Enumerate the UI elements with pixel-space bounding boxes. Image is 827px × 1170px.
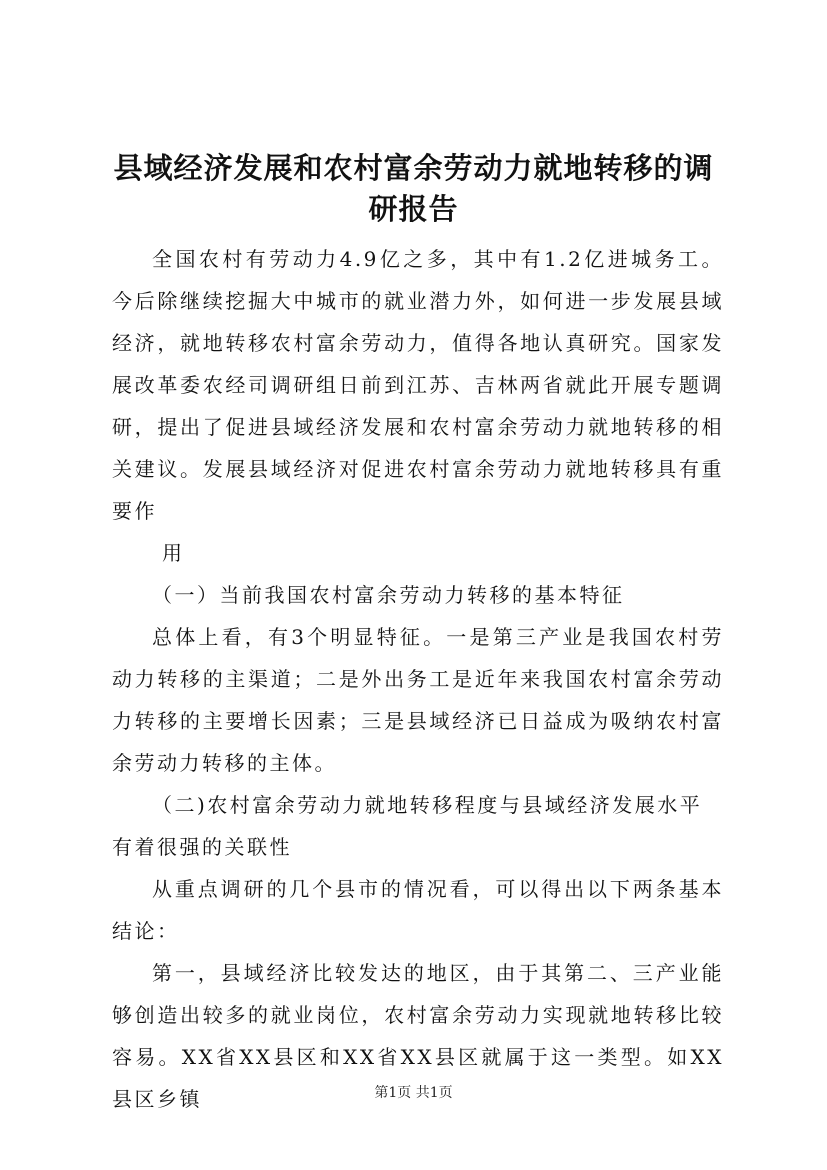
paragraph-features: 总体上看，有3个明显特征。一是第三产业是我国农村劳动力转移的主渠道；二是外出务工是近年来我国农村富余劳动力转移的主要增长因素；三是县域经济已日益成为吸纳农村富余劳动力转移的主体。 xyxy=(112,625,724,775)
document-body xyxy=(112,238,724,1120)
document-title: 县域经济发展和农村富余劳动力就地转移的调研报告 xyxy=(113,151,714,226)
paragraph-first-conclusion: 第一，县域经济比较发达的地区，由于其第二、三产业能够创造出较多的就业岗位，农村富余劳动力实现就地转移比较容易。XX省XX县区和XX省XX县区就属于这一类型。如XX县区乡镇 xyxy=(112,961,724,1111)
paragraph-intro: 全国农村有劳动力4.9亿之多，其中有1.2亿进城务工。今后除继续挖掘大中城市的就业潜力外，如何进一步发展县域经济，就地转移农村富余劳动力，值得各地认真研究。国家发展改革委农经司调研组日前到江苏、吉林两省就此开展专题调研，提出了促进县域经济发展和农村富余劳动力就地转移的相关建议。发展县域经济对促进农村富余劳动力就地转移具有重要作 xyxy=(112,247,724,523)
section-heading-1: （一）当前我国农村富余劳动力转移的基本特征 xyxy=(152,583,625,607)
paragraph-orphan-word: 用 xyxy=(162,541,185,565)
page-footer: 第1页 共1页 xyxy=(374,1085,453,1101)
paragraph-conclusions-intro: 从重点调研的几个县市的情况看，可以得出以下两条基本结论： xyxy=(112,877,724,943)
section-heading-2: （二)农村富余劳动力就地转移程度与县域经济发展水平有着很强的关联性 xyxy=(112,793,703,859)
